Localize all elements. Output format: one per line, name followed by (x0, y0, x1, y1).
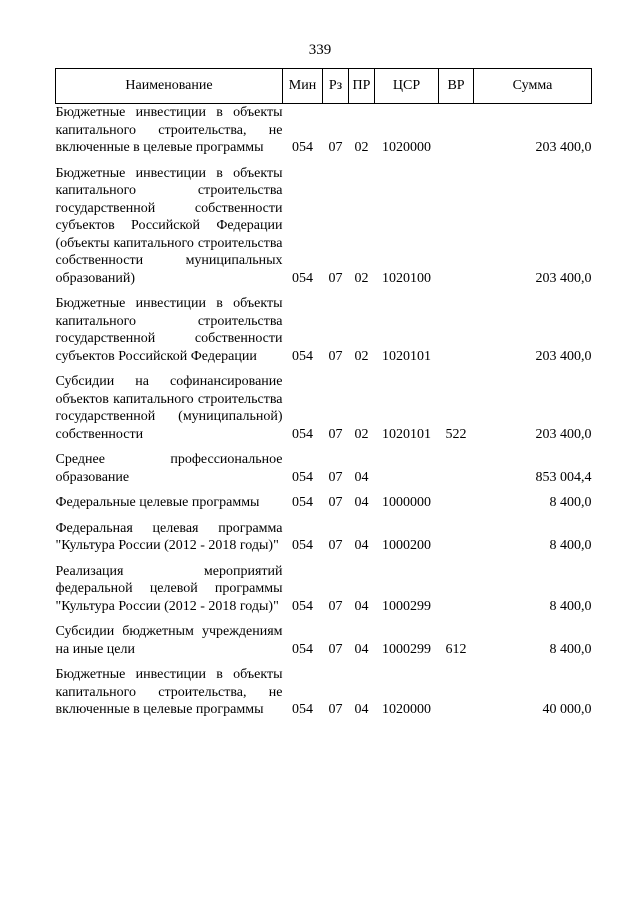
cell-name: Бюджетные инвестиции в объекты капитального строительства, не включенные в целевые программы (55, 667, 283, 717)
row-spacer-cell (56, 287, 592, 295)
cell-vr: 522 (445, 426, 467, 442)
header-sum: Сумма (474, 69, 592, 104)
table-row (56, 165, 592, 288)
row-spacer (56, 555, 592, 563)
cell-rz: 07 (328, 348, 343, 364)
row-spacer (56, 658, 592, 666)
row-spacer-cell (56, 615, 592, 623)
row-spacer-cell (56, 555, 592, 563)
row-spacer-cell (56, 486, 592, 494)
cell-sum: 8 400,0 (549, 495, 592, 510)
cell-rz: 07 (328, 469, 343, 485)
cell-vr (439, 104, 474, 157)
header-min: Мин (283, 69, 323, 104)
table-body (56, 104, 592, 719)
table-row (56, 520, 592, 555)
table-row (56, 563, 592, 616)
row-spacer (56, 443, 592, 451)
cell-min: 054 (292, 702, 313, 717)
cell-pr: 04 (354, 469, 369, 485)
row-spacer (56, 486, 592, 494)
cell-pr: 02 (354, 270, 369, 286)
row-spacer (56, 512, 592, 520)
table-row (56, 451, 592, 486)
cell-csr: 1000299 (382, 641, 431, 657)
cell-min: 054 (292, 469, 313, 485)
cell-rz: 07 (328, 702, 343, 717)
cell-name: Федеральная целевая программа "Культура России (2012 - 2018 годы)" (55, 520, 283, 553)
header-name: Наименование (56, 69, 283, 104)
cell-rz: 07 (328, 598, 343, 614)
cell-sum: 203 400,0 (535, 426, 592, 442)
header-pr: ПР (349, 69, 375, 104)
cell-sum: 853 004,4 (535, 469, 592, 485)
cell-name: Бюджетные инвестиции в объекты капитального строительства государственной собственности субъектов Российской Федерации (объекты капитального строительства собственности муниципальных образований) (55, 165, 283, 286)
cell-min: 054 (292, 348, 313, 364)
cell-sum: 203 400,0 (535, 348, 592, 364)
table-row (56, 373, 592, 443)
row-spacer (56, 615, 592, 623)
cell-sum: 203 400,0 (535, 140, 592, 155)
cell-sum: 8 400,0 (549, 538, 592, 553)
cell-pr: 04 (354, 641, 369, 657)
header-csr: ЦСР (375, 69, 439, 104)
cell-vr (439, 666, 474, 719)
cell-name: Субсидии на софинансирование объектов капитального строительства государственной (муниципальной) собственности (55, 374, 283, 442)
cell-min: 054 (292, 270, 313, 286)
cell-rz: 07 (328, 426, 343, 442)
row-spacer (56, 157, 592, 165)
cell-pr: 04 (354, 538, 369, 553)
cell-min: 054 (292, 495, 313, 510)
cell-min: 054 (292, 641, 313, 657)
cell-name: Субсидии бюджетным учреждениям на иные цели (55, 624, 283, 657)
cell-pr: 04 (354, 702, 369, 717)
cell-rz: 07 (328, 495, 343, 510)
table-row (56, 623, 592, 658)
cell-csr: 1020101 (382, 348, 431, 364)
cell-csr: 1020101 (382, 426, 431, 442)
header-rz: Рз (323, 69, 349, 104)
cell-sum: 203 400,0 (535, 270, 592, 286)
header-vr: ВР (439, 69, 474, 104)
cell-name: Бюджетные инвестиции в объекты капитального строительства государственной собственности субъектов Российской Федерации (55, 296, 283, 364)
row-spacer (56, 365, 592, 373)
cell-vr (439, 451, 474, 486)
cell-vr (439, 295, 474, 365)
cell-csr: 1000299 (382, 598, 431, 614)
row-spacer-cell (56, 658, 592, 666)
cell-name: Бюджетные инвестиции в объекты капитального строительства, не включенные в целевые программы (55, 105, 283, 155)
table-row (56, 104, 592, 157)
cell-pr: 04 (354, 598, 369, 614)
cell-min: 054 (292, 598, 313, 614)
cell-min: 054 (292, 538, 313, 553)
cell-csr (375, 451, 439, 486)
row-spacer-cell (56, 443, 592, 451)
cell-csr: 1020000 (382, 140, 431, 155)
row-spacer-cell (56, 157, 592, 165)
budget-table (55, 68, 592, 719)
cell-csr: 1000200 (382, 538, 431, 553)
cell-vr (439, 165, 474, 288)
row-spacer (56, 287, 592, 295)
cell-pr: 02 (354, 140, 369, 155)
cell-vr (439, 563, 474, 616)
table-row (56, 666, 592, 719)
cell-rz: 07 (328, 641, 343, 657)
cell-csr: 1020100 (382, 270, 431, 286)
row-spacer-cell (56, 512, 592, 520)
cell-vr (439, 520, 474, 555)
cell-rz: 07 (328, 538, 343, 553)
cell-rz: 07 (328, 140, 343, 155)
cell-sum: 40 000,0 (542, 702, 592, 717)
cell-name: Среднее профессиональное образование (55, 452, 283, 485)
table-header (56, 69, 592, 104)
cell-name: Федеральные целевые программы (55, 495, 260, 510)
cell-pr: 04 (354, 495, 369, 510)
cell-sum: 8 400,0 (549, 641, 592, 657)
table-row (56, 494, 592, 512)
cell-pr: 02 (354, 426, 369, 442)
cell-name: Реализация мероприятий федеральной целевой программы "Культура России (2012 - 2018 годы)" (55, 563, 283, 614)
cell-min: 054 (292, 426, 313, 442)
cell-min: 054 (292, 140, 313, 155)
cell-vr (439, 494, 474, 512)
row-spacer-cell (56, 365, 592, 373)
cell-csr: 1020000 (382, 702, 431, 717)
cell-vr: 612 (445, 641, 467, 657)
cell-sum: 8 400,0 (549, 598, 592, 614)
cell-csr: 1000000 (382, 495, 431, 510)
table-row (56, 295, 592, 365)
page-number: 339 (308, 42, 332, 58)
cell-rz: 07 (328, 270, 343, 286)
cell-pr: 02 (354, 348, 369, 364)
